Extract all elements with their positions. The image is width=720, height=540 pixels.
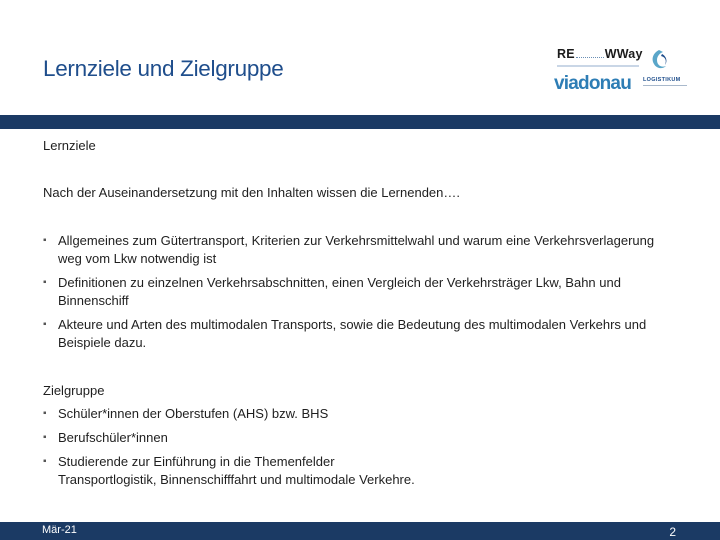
bullet-icon: ▪ [43, 408, 47, 419]
list-item [43, 274, 663, 310]
learning-goals-list [43, 232, 663, 358]
footer-bar [0, 522, 720, 540]
bullet-icon: ▪ [43, 432, 47, 443]
logistikum-swirl-icon [649, 49, 669, 71]
rewway-logo-left: RE [557, 47, 575, 61]
logistikum-logo: LOGISTIKUM [643, 77, 681, 83]
list-item [43, 405, 423, 423]
bullet-icon: ▪ [43, 456, 47, 467]
target-group-heading: Zielgruppe [43, 383, 105, 398]
rewway-logo-tagline [557, 65, 639, 67]
slide-title: Lernziele und Zielgruppe [43, 56, 284, 81]
footer-date: Mär-21 [42, 524, 77, 536]
target-group-list [43, 405, 423, 495]
rewway-logo [557, 47, 643, 61]
list-item [43, 316, 663, 352]
bullet-icon: ▪ [43, 277, 47, 288]
list-item [43, 232, 663, 268]
list-item-text: Akteure und Arten des multimodalen Transports, sowie die Bedeutung des multimodalen Verkehrs und Beispiele dazu. [58, 317, 647, 350]
bullet-icon: ▪ [43, 319, 47, 330]
list-item [43, 453, 423, 489]
list-item [43, 429, 423, 447]
learning-goals-heading: Lernziele [43, 138, 96, 153]
list-item-text: Berufschüler*innen [58, 430, 168, 445]
logistikum-logo-tagline [643, 85, 687, 86]
page-number: 2 [669, 525, 676, 539]
list-item-text: Definitionen zu einzelnen Verkehrsabschnitten, einen Vergleich der Verkehrsträger Lkw, Bahn und Binnenschiff [58, 275, 621, 308]
learning-goals-intro: Nach der Auseinandersetzung mit den Inhalten wissen die Lernenden…. [43, 185, 460, 200]
rewway-logo-right: WWay [604, 47, 643, 61]
list-item-text: Studierende zur Einführung in die Themenfelder Transportlogistik, Binnenschifffahrt und multimodale Verkehre. [58, 454, 415, 487]
list-item-text: Schüler*innen der Oberstufen (AHS) bzw. BHS [58, 406, 329, 421]
bullet-icon: ▪ [43, 235, 47, 246]
list-item-text: Allgemeines zum Gütertransport, Kriterien zur Verkehrsmittelwahl und warum eine Verkehrsverlagerung weg vom Lkw notwendig ist [58, 233, 655, 266]
viadonau-logo: viadonau [554, 73, 632, 94]
partner-logos [552, 44, 692, 100]
rewway-logo-wave [576, 52, 604, 58]
header-bar [0, 115, 720, 129]
